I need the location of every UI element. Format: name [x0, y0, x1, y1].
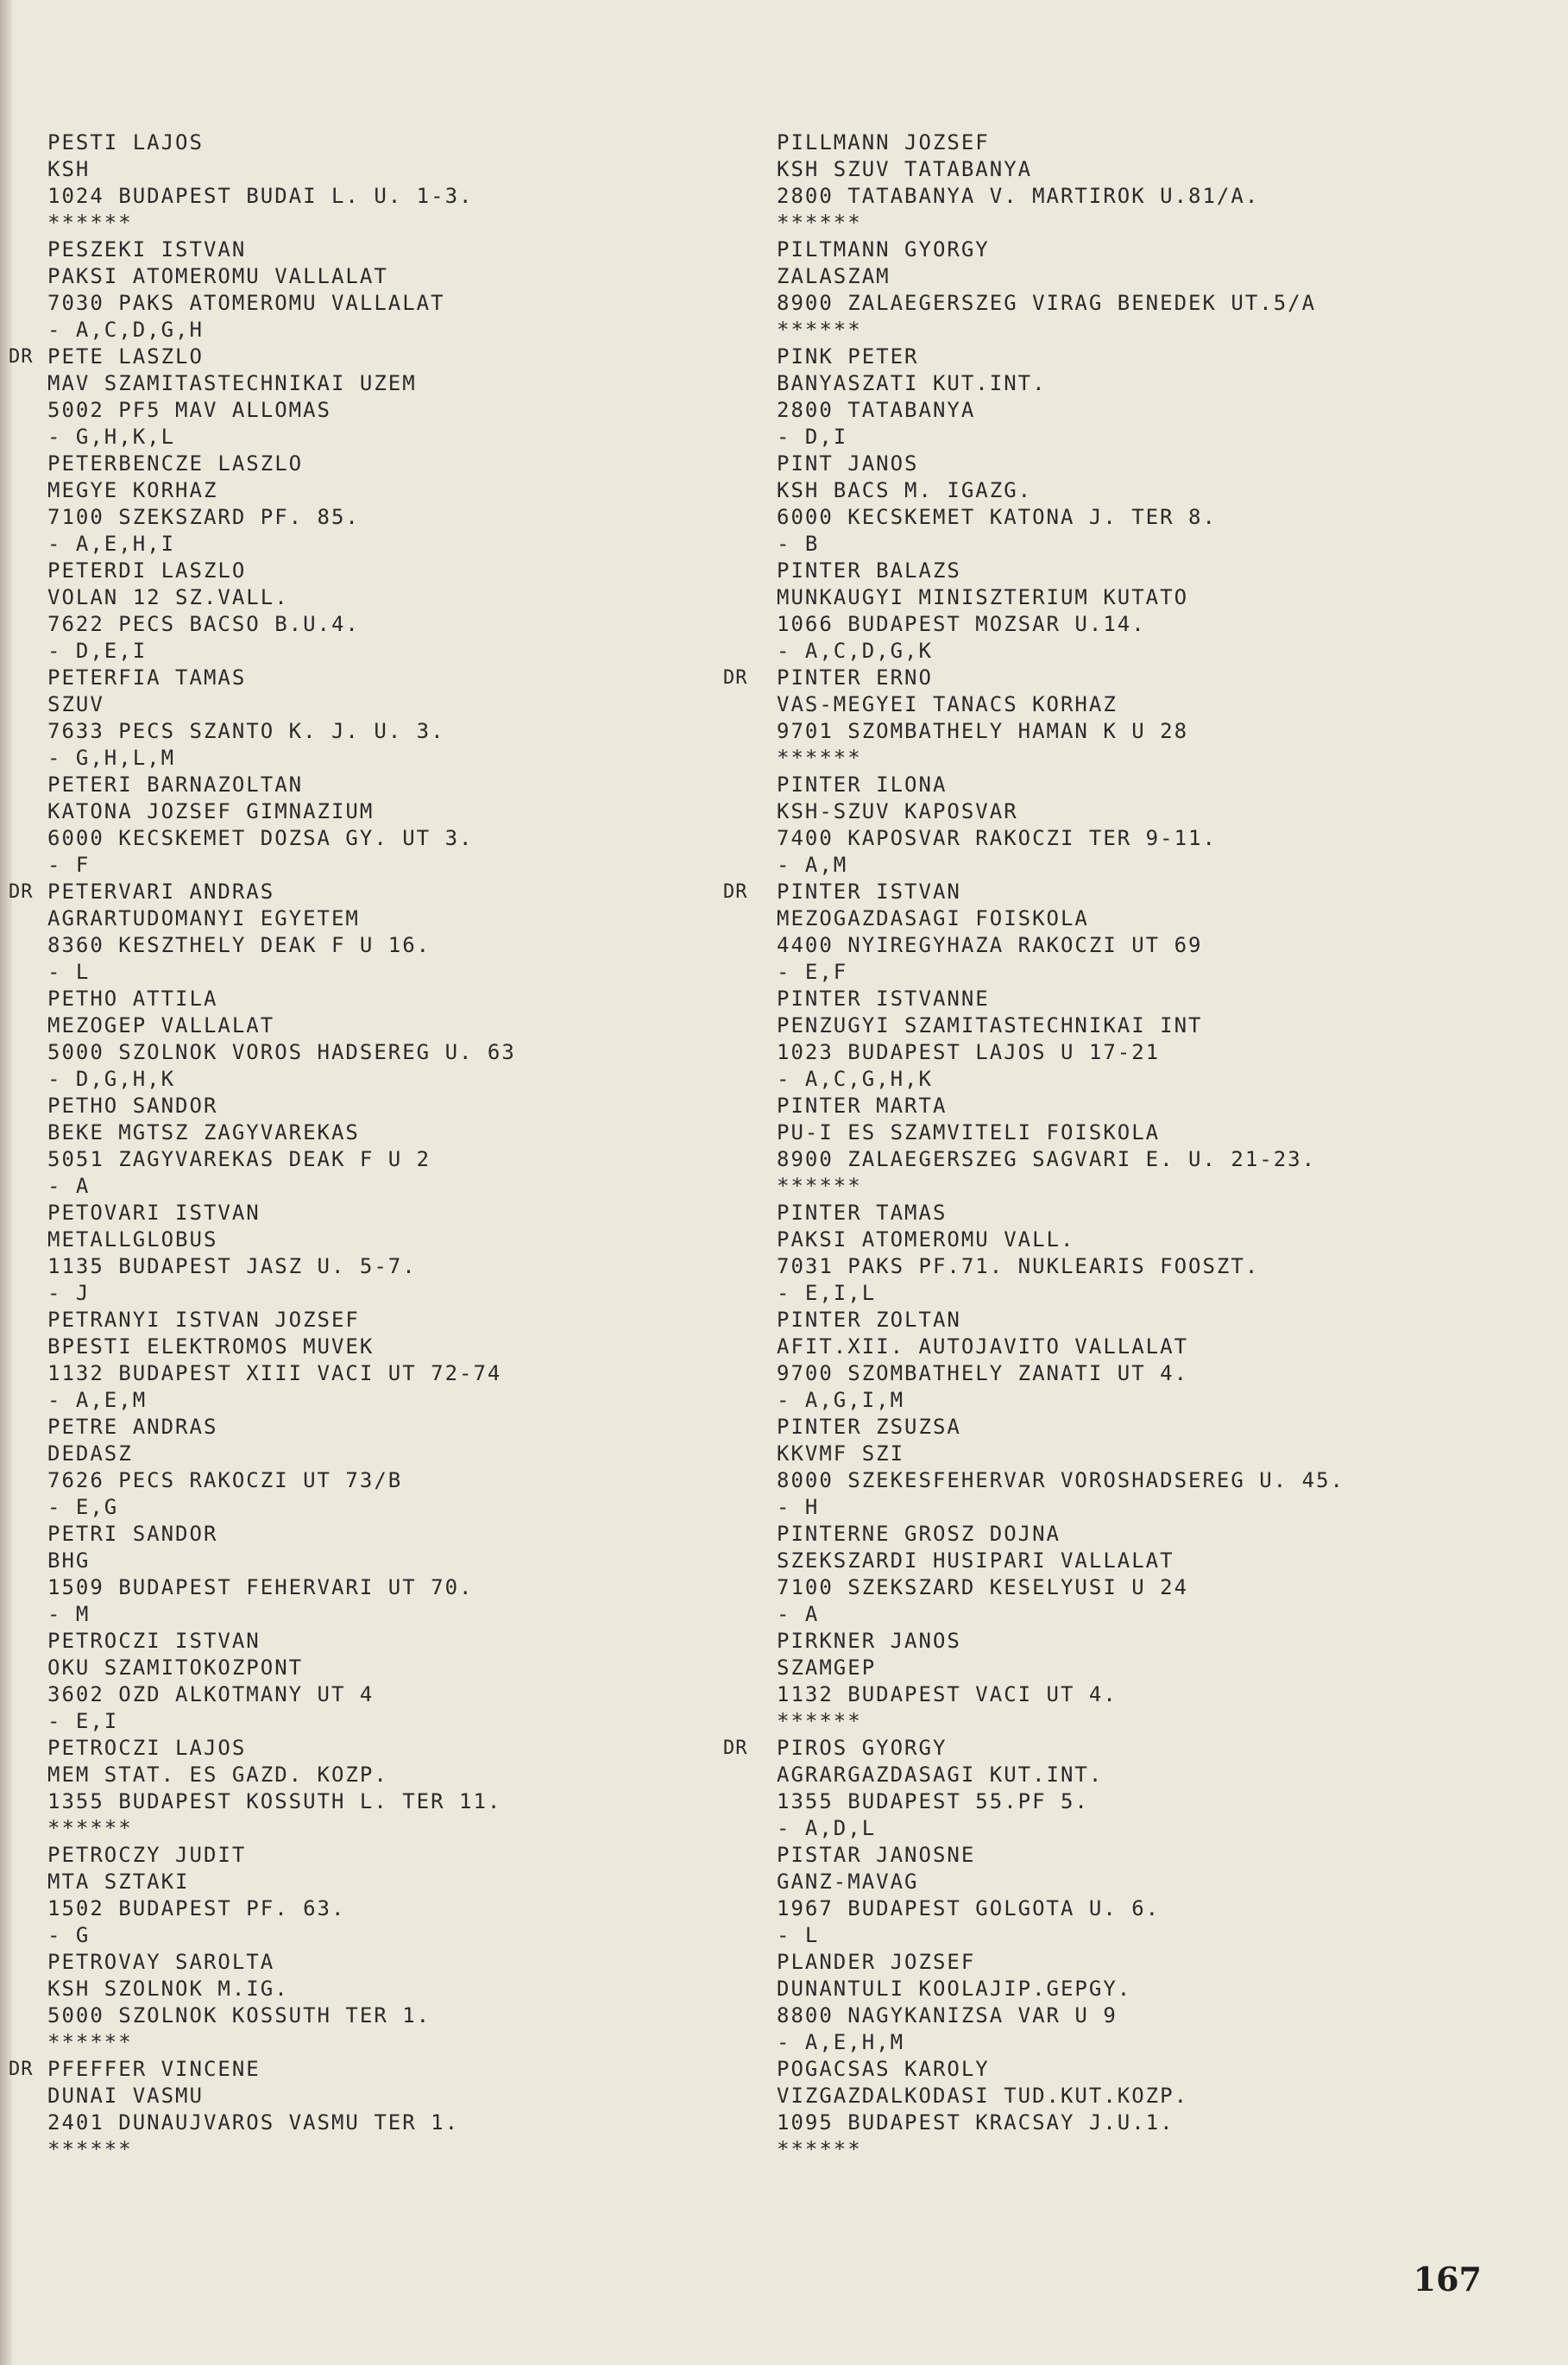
directory-entry	[47, 1735, 772, 1842]
entry-organization: BPESTI ELEKTROMOS MUVEK	[47, 1334, 375, 1359]
entry-address: 1095 BUDAPEST KRACSAY J.U.1.	[777, 2110, 1174, 2135]
entry-name: PINTER ILONA	[777, 773, 948, 797]
directory-entry	[777, 1628, 1536, 1735]
entry-organization: BEKE MGTSZ ZAGYVAREKAS	[47, 1120, 360, 1145]
entry-name: PETE LASZLO	[47, 344, 204, 369]
entry-codes: ******	[777, 318, 862, 342]
entry-codes: ******	[47, 2030, 133, 2054]
entry-organization: SZAMGEP	[777, 1656, 877, 1680]
entry-codes: - M	[47, 1602, 91, 1626]
right-column	[723, 129, 1536, 2163]
entry-name: PIROS GYORGY	[777, 1736, 948, 1760]
entry-name: PETERVARI ANDRAS	[47, 880, 275, 904]
entry-organization: OKU SZAMITOKOZPONT	[47, 1656, 304, 1680]
directory-entry	[9, 2056, 772, 2163]
entry-codes: ******	[777, 1174, 862, 1198]
entry-name: PETOVARI ISTVAN	[47, 1201, 261, 1225]
entry-name: PETROCZY JUDIT	[47, 1843, 247, 1867]
entry-name: PETHO SANDOR	[47, 1094, 218, 1118]
entry-name: PINTER ISTVANNE	[777, 987, 990, 1011]
title-prefix: DR	[723, 667, 748, 689]
entry-address: 1132 BUDAPEST VACI UT 4.	[777, 1682, 1118, 1706]
entry-address: 2800 TATABANYA	[777, 398, 976, 422]
entry-organization: MEZOGEP VALLALAT	[47, 1013, 275, 1037]
entry-address: 7100 SZEKSZARD KESELYUSI U 24	[777, 1575, 1189, 1599]
directory-entry	[47, 236, 772, 344]
directory-entry	[777, 558, 1536, 665]
entry-organization: KATONA JOZSEF GIMNAZIUM	[47, 799, 375, 823]
entry-organization: VIZGAZDALKODASI TUD.KUT.KOZP.	[777, 2084, 1189, 2108]
title-prefix: DR	[9, 881, 34, 903]
entry-codes: - G,H,L,M	[47, 746, 176, 770]
entry-name: PILLMANN JOZSEF	[777, 130, 990, 155]
title-prefix: DR	[723, 1737, 748, 1759]
title-prefix: DR	[9, 346, 34, 368]
entry-address: 2401 DUNAUJVAROS VASMU TER 1.	[47, 2110, 460, 2135]
entry-organization: METALLGLOBUS	[47, 1227, 218, 1252]
directory-entry	[777, 236, 1536, 344]
entry-name: PINTER ISTVAN	[777, 880, 961, 904]
directory-entry	[777, 344, 1536, 451]
entry-organization: MUNKAUGYI MINISZTERIUM KUTATO	[777, 585, 1189, 609]
directory-entry	[47, 1842, 772, 1949]
entry-codes: - L	[47, 960, 91, 984]
title-prefix: DR	[9, 2059, 34, 2080]
entry-codes: - A,M	[777, 853, 848, 877]
entry-organization: MTA SZTAKI	[47, 1870, 190, 1894]
entry-name: PETROCZI ISTVAN	[47, 1629, 261, 1653]
entry-codes: ******	[47, 2137, 133, 2161]
directory-entry	[777, 129, 1536, 236]
left-column	[9, 129, 772, 2163]
entry-address: 6000 KECSKEMET KATONA J. TER 8.	[777, 505, 1217, 529]
entry-codes: ******	[777, 1709, 862, 1733]
entry-organization: DUNANTULI KOOLAJIP.GEPGY.	[777, 1977, 1132, 2001]
entry-address: 7622 PECS BACSO B.U.4.	[47, 612, 360, 636]
entry-name: PINK PETER	[777, 344, 919, 369]
entry-organization: AGRARGAZDASAGI KUT.INT.	[777, 1763, 1104, 1787]
entry-name: PETRE ANDRAS	[47, 1415, 218, 1439]
entry-address: 1967 BUDAPEST GOLGOTA U. 6.	[777, 1896, 1161, 1920]
entry-organization: DUNAI VASMU	[47, 2084, 204, 2108]
entry-codes: ******	[47, 1816, 133, 1840]
entry-address: 8900 ZALAEGERSZEG SAGVARI E. U. 21-23.	[777, 1147, 1317, 1171]
directory-entry	[777, 1093, 1536, 1200]
directory-entry	[47, 1093, 772, 1200]
directory-entry	[47, 986, 772, 1093]
entry-address: 7031 PAKS PF.71. NUKLEARIS FOOSZT.	[777, 1254, 1260, 1278]
entry-codes: - A	[777, 1602, 820, 1626]
entry-name: PETROVAY SAROLTA	[47, 1950, 275, 1974]
entry-organization: KKVMF SZI	[777, 1441, 905, 1466]
directory-entry	[47, 451, 772, 558]
directory-entry	[723, 665, 1536, 772]
directory-entry	[777, 986, 1536, 1093]
entry-address: 1066 BUDAPEST MOZSAR U.14.	[777, 612, 1146, 636]
entry-organization: KSH SZUV TATABANYA	[777, 157, 1033, 181]
directory-entry	[47, 1628, 772, 1735]
entry-name: PETERI BARNAZOLTAN	[47, 773, 304, 797]
directory-entry	[47, 1307, 772, 1414]
entry-organization: BHG	[47, 1548, 91, 1573]
entry-codes: - A	[47, 1174, 91, 1198]
directory-entry	[47, 558, 772, 665]
entry-address: 6000 KECSKEMET DOZSA GY. UT 3.	[47, 826, 474, 850]
entry-address: 7633 PECS SZANTO K. J. U. 3.	[47, 719, 445, 743]
entry-organization: MEGYE KORHAZ	[47, 478, 218, 502]
directory-entry	[47, 1200, 772, 1307]
entry-codes: - A,E,M	[47, 1388, 148, 1412]
entry-name: POGACSAS KAROLY	[777, 2057, 990, 2081]
directory-entry	[47, 1949, 772, 2056]
entry-codes: - F	[47, 853, 91, 877]
entry-organization: PAKSI ATOMEROMU VALL.	[777, 1227, 1075, 1252]
entry-organization: DEDASZ	[47, 1441, 133, 1466]
entry-name: PFEFFER VINCENE	[47, 2057, 261, 2081]
directory-entry	[47, 1414, 772, 1521]
directory-entry	[777, 2056, 1536, 2163]
directory-entry	[777, 1307, 1536, 1414]
entry-codes: - E,G	[47, 1495, 119, 1519]
entry-organization: SZUV	[47, 692, 104, 716]
entry-address: 5051 ZAGYVAREKAS DEAK F U 2	[47, 1147, 431, 1171]
entry-codes: - G	[47, 1923, 91, 1947]
entry-address: 3602 OZD ALKOTMANY UT 4	[47, 1682, 375, 1706]
entry-organization: BANYASZATI KUT.INT.	[777, 371, 1047, 395]
title-prefix: DR	[723, 881, 748, 903]
entry-codes: - A,C,G,H,K	[777, 1067, 933, 1091]
entry-codes: - D,G,H,K	[47, 1067, 176, 1091]
entry-address: 9701 SZOMBATHELY HAMAN K U 28	[777, 719, 1189, 743]
entry-address: 1355 BUDAPEST 55.PF 5.	[777, 1789, 1089, 1813]
entry-name: PISTAR JANOSNE	[777, 1843, 976, 1867]
directory-entry	[723, 879, 1536, 986]
entry-address: 7100 SZEKSZARD PF. 85.	[47, 505, 360, 529]
directory-entry	[47, 129, 772, 236]
entry-name: PILTMANN GYORGY	[777, 237, 990, 262]
entry-codes: - H	[777, 1495, 820, 1519]
entry-name: PETRANYI ISTVAN JOZSEF	[47, 1308, 360, 1332]
directory-entry	[47, 772, 772, 879]
entry-address: 7030 PAKS ATOMEROMU VALLALAT	[47, 291, 445, 315]
entry-address: 8900 ZALAEGERSZEG VIRAG BENEDEK UT.5/A	[777, 291, 1317, 315]
entry-organization: MEZOGAZDASAGI FOISKOLA	[777, 906, 1089, 930]
directory-entry	[777, 772, 1536, 879]
entry-organization: AFIT.XII. AUTOJAVITO VALLALAT	[777, 1334, 1189, 1359]
entry-organization: KSH BACS M. IGAZG.	[777, 478, 1033, 502]
entry-organization: KSH	[47, 157, 91, 181]
directory-entry	[777, 451, 1536, 558]
entry-codes: ******	[777, 211, 862, 235]
entry-name: PLANDER JOZSEF	[777, 1950, 976, 1974]
entry-organization: KSH-SZUV KAPOSVAR	[777, 799, 1018, 823]
entry-name: PINTERNE GROSZ DOJNA	[777, 1522, 1061, 1546]
entry-name: PINTER MARTA	[777, 1094, 948, 1118]
entry-organization: AGRARTUDOMANYI EGYETEM	[47, 906, 360, 930]
entry-address: 2800 TATABANYA V. MARTIROK U.81/A.	[777, 184, 1260, 208]
entry-address: 8000 SZEKESFEHERVAR VOROSHADSEREG U. 45.	[777, 1468, 1344, 1492]
entry-address: 1355 BUDAPEST KOSSUTH L. TER 11.	[47, 1789, 502, 1813]
directory-entry	[9, 344, 772, 451]
entry-codes: - A,E,H,M	[777, 2030, 905, 2054]
entry-organization: PENZUGYI SZAMITASTECHNIKAI INT	[777, 1013, 1203, 1037]
entry-name: PETRI SANDOR	[47, 1522, 218, 1546]
entry-organization: SZEKSZARDI HUSIPARI VALLALAT	[777, 1548, 1174, 1573]
entry-codes: - E,I	[47, 1709, 119, 1733]
entry-address: 5000 SZOLNOK KOSSUTH TER 1.	[47, 2003, 431, 2028]
entry-codes: ******	[777, 2137, 862, 2161]
entry-organization: VOLAN 12 SZ.VALL.	[47, 585, 289, 609]
entry-address: 1024 BUDAPEST BUDAI L. U. 1-3.	[47, 184, 474, 208]
entry-codes: - A,G,I,M	[777, 1388, 905, 1412]
entry-codes: ******	[777, 746, 862, 770]
entry-organization: PU-I ES SZAMVITELI FOISKOLA	[777, 1120, 1161, 1145]
entry-address: 5000 SZOLNOK VOROS HADSEREG U. 63	[47, 1040, 516, 1064]
entry-name: PETERFIA TAMAS	[47, 665, 247, 690]
entry-codes: - D,I	[777, 425, 848, 449]
entry-name: PIRKNER JANOS	[777, 1629, 961, 1653]
entry-codes: - A,E,H,I	[47, 532, 176, 556]
entry-codes: - D,E,I	[47, 639, 148, 663]
entry-organization: KSH SZOLNOK M.IG.	[47, 1977, 289, 2001]
entry-organization: ZALASZAM	[777, 264, 891, 288]
entry-codes: ******	[47, 211, 133, 235]
entry-address: 5002 PF5 MAV ALLOMAS	[47, 398, 331, 422]
directory-entry	[9, 879, 772, 986]
entry-organization: PAKSI ATOMEROMU VALLALAT	[47, 264, 388, 288]
entry-address: 8360 KESZTHELY DEAK F U 16.	[47, 933, 431, 957]
entry-name: PINTER TAMAS	[777, 1201, 948, 1225]
entry-codes: - G,H,K,L	[47, 425, 176, 449]
entry-codes: - B	[777, 532, 820, 556]
entry-address: 1135 BUDAPEST JASZ U. 5-7.	[47, 1254, 417, 1278]
directory-entry	[47, 1521, 772, 1628]
entry-address: 4400 NYIREGYHAZA RAKOCZI UT 69	[777, 933, 1203, 957]
page-number: 167	[1413, 2260, 1482, 2299]
directory-entry	[777, 1414, 1536, 1521]
entry-codes: - A,C,D,G,K	[777, 639, 933, 663]
entry-codes: - L	[777, 1923, 820, 1947]
entry-name: PINTER ERNO	[777, 665, 933, 690]
entry-codes: - J	[47, 1281, 91, 1305]
entry-codes: - E,F	[777, 960, 848, 984]
directory-entry	[777, 1521, 1536, 1628]
entry-name: PESTI LAJOS	[47, 130, 204, 155]
entry-name: PINT JANOS	[777, 451, 919, 476]
entry-name: PINTER ZOLTAN	[777, 1308, 961, 1332]
entry-organization: GANZ-MAVAG	[777, 1870, 919, 1894]
entry-organization: MAV SZAMITASTECHNIKAI UZEM	[47, 371, 417, 395]
entry-address: 1502 BUDAPEST PF. 63.	[47, 1896, 346, 1920]
entry-codes: - A,D,L	[777, 1816, 877, 1840]
directory-entry	[47, 665, 772, 772]
entry-address: 1132 BUDAPEST XIII VACI UT 72-74	[47, 1361, 502, 1385]
entry-address: 1509 BUDAPEST FEHERVARI UT 70.	[47, 1575, 474, 1599]
entry-name: PESZEKI ISTVAN	[47, 237, 247, 262]
entry-name: PETROCZI LAJOS	[47, 1736, 247, 1760]
entry-address: 1023 BUDAPEST LAJOS U 17-21	[777, 1040, 1161, 1064]
entry-name: PINTER ZSUZSA	[777, 1415, 961, 1439]
entry-name: PETERDI LASZLO	[47, 558, 247, 583]
entry-organization: VAS-MEGYEI TANACS KORHAZ	[777, 692, 1118, 716]
entry-organization: MEM STAT. ES GAZD. KOZP.	[47, 1763, 388, 1787]
entry-codes: - A,C,D,G,H	[47, 318, 204, 342]
directory-entry	[777, 1842, 1536, 1949]
entry-name: PETERBENCZE LASZLO	[47, 451, 304, 476]
entry-address: 8800 NAGYKANIZSA VAR U 9	[777, 2003, 1118, 2028]
entry-address: 7626 PECS RAKOCZI UT 73/B	[47, 1468, 403, 1492]
entry-name: PINTER BALAZS	[777, 558, 961, 583]
entry-address: 7400 KAPOSVAR RAKOCZI TER 9-11.	[777, 826, 1217, 850]
directory-entry	[777, 1200, 1536, 1307]
entry-name: PETHO ATTILA	[47, 987, 218, 1011]
directory-entry	[777, 1949, 1536, 2056]
directory-entry	[723, 1735, 1536, 1842]
entry-address: 9700 SZOMBATHELY ZANATI UT 4.	[777, 1361, 1189, 1385]
entry-codes: - E,I,L	[777, 1281, 877, 1305]
